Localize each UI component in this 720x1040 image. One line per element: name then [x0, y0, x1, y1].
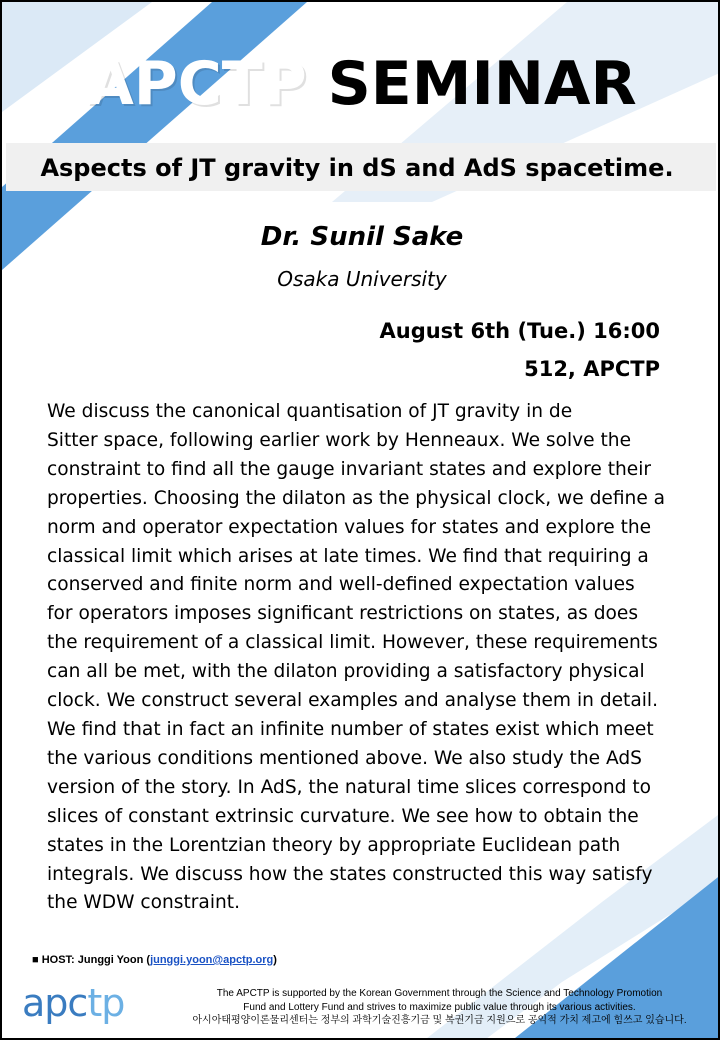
abstract-line: clock. We construct several examples and analyse them in detail. — [47, 690, 658, 712]
poster-title — [2, 48, 720, 120]
logo-text-apc: apc — [22, 981, 88, 1025]
host-suffix: ) — [273, 954, 277, 966]
support-line-2: Fund and Lottery Fund and strives to maximize public value through its various activities. — [243, 1001, 636, 1013]
seminar-date: August 6th (Tue.) 16:00 — [379, 319, 660, 343]
title-apctp: APCTP — [87, 49, 307, 119]
abstract-line: integrals. We discuss how the states constructed this way satisfy — [47, 863, 653, 885]
abstract-line: We discuss the canonical quantisation of JT gravity in de — [47, 401, 573, 422]
abstract-line: for operators imposes significant restrictions on states, as does — [47, 603, 639, 625]
abstract-line: properties. Choosing the dilaton as the physical clock, we define a — [47, 487, 666, 509]
abstract-line: conserved and finite norm and well-defined expectation values — [47, 574, 635, 596]
abstract-line: the various conditions mentioned above. We also study the AdS — [47, 747, 642, 769]
speaker-name: Dr. Sunil Sake — [260, 222, 464, 252]
abstract — [47, 398, 687, 918]
host-info — [32, 952, 277, 968]
abstract-line: norm and operator expectation values for states and explore the — [47, 516, 652, 538]
abstract-line: states in the Lorentzian theory by appropriate Euclidean path — [47, 834, 621, 856]
abstract-line: can all be met, with the dilaton providing a satisfactory physical — [47, 661, 645, 683]
abstract-line: constraint to find all the gauge invariant states and explore their — [47, 458, 652, 480]
host-email-link[interactable]: junggi.yoon@apctp.org — [150, 954, 274, 966]
abstract-line: version of the story. In AdS, the natural time slices correspond to — [47, 776, 652, 798]
seminar-venue: 512, APCTP — [524, 357, 660, 381]
support-statement — [162, 987, 717, 1028]
support-line-1: The APCTP is supported by the Korean Government through the Science and Technology Promotion — [216, 988, 663, 999]
logo-text-tp: tp — [87, 981, 125, 1025]
abstract-line: We find that in fact an infinite number of states exist which meet — [47, 718, 654, 740]
abstract-line: the requirement of a classical limit. However, these requirements — [47, 632, 658, 654]
abstract-line: the WDW constraint. — [47, 892, 240, 914]
abstract-line: classical limit which arises at late times. We find that requiring a — [47, 545, 649, 567]
apctp-logo — [22, 980, 124, 1026]
talk-title: Aspects of JT gravity in dS and AdS spacetime. — [40, 154, 674, 182]
speaker-affiliation: Osaka University — [277, 267, 447, 291]
host-prefix: ■ HOST: Junggi Yoon ( — [32, 954, 151, 966]
abstract-line: slices of constant extrinsic curvature. We see how to obtain the — [47, 805, 639, 827]
support-line-3: 아시아태평양이론물리센터는 정부의 과학기술진흥기금 및 복권기금 지원으로 공익적 가치 제고에 힘쓰고 있습니다. — [192, 1015, 687, 1026]
title-seminar: SEMINAR — [327, 49, 637, 119]
abstract-line: Sitter space, following earlier work by Henneaux. We solve the — [47, 429, 632, 451]
